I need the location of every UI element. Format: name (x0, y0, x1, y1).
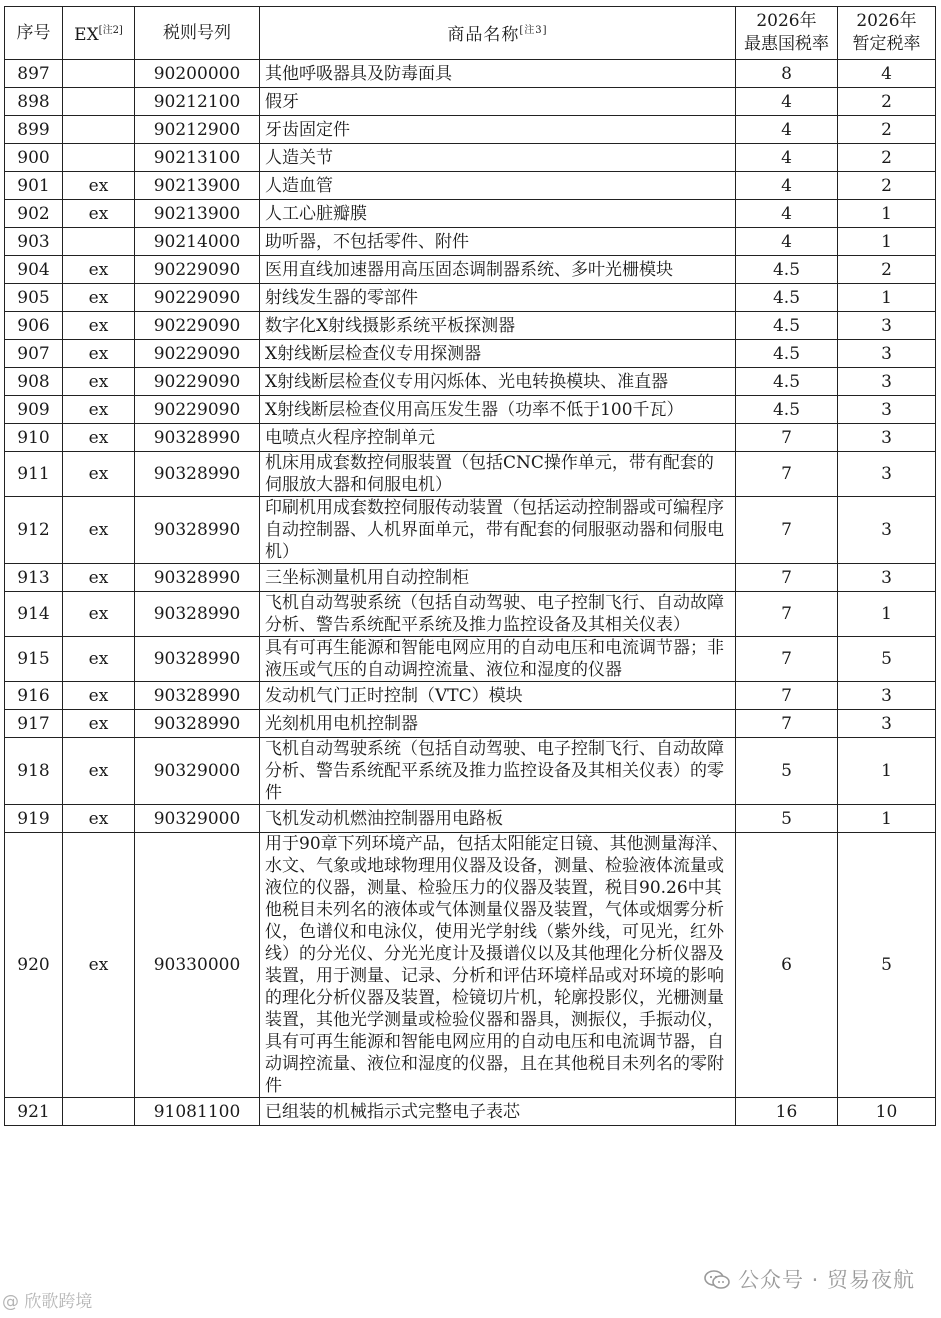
cell-code: 90229090 (135, 284, 260, 312)
cell-ex: ex (63, 682, 135, 710)
table-row (5, 228, 936, 256)
table-row (5, 452, 936, 497)
cell-name: 人造关节 (260, 144, 736, 172)
cell-mfn-rate: 7 (736, 452, 838, 497)
cell-mfn-rate: 4 (736, 200, 838, 228)
table-row (5, 833, 936, 1098)
table-row (5, 1098, 936, 1126)
cell-provisional-rate: 3 (838, 497, 936, 564)
cell-mfn-rate: 7 (736, 497, 838, 564)
table-row (5, 144, 936, 172)
cell-seq: 919 (5, 805, 63, 833)
cell-name: 三坐标测量机用自动控制柜 (260, 564, 736, 592)
cell-ex: ex (63, 592, 135, 637)
cell-provisional-rate: 3 (838, 682, 936, 710)
cell-provisional-rate: 1 (838, 592, 936, 637)
cell-mfn-rate: 4 (736, 88, 838, 116)
table-row (5, 340, 936, 368)
cell-seq: 916 (5, 682, 63, 710)
table-row (5, 424, 936, 452)
cell-mfn-rate: 7 (736, 592, 838, 637)
cell-seq: 920 (5, 833, 63, 1098)
cell-mfn-rate: 5 (736, 805, 838, 833)
cell-seq: 901 (5, 172, 63, 200)
cell-code: 90229090 (135, 396, 260, 424)
cell-mfn-rate: 4.5 (736, 284, 838, 312)
cell-provisional-rate: 2 (838, 172, 936, 200)
cell-name: 医用直线加速器用高压固态调制器系统、多叶光栅模块 (260, 256, 736, 284)
cell-ex: ex (63, 710, 135, 738)
cell-code: 90329000 (135, 805, 260, 833)
cell-ex: ex (63, 833, 135, 1098)
table-row (5, 710, 936, 738)
cell-provisional-rate: 3 (838, 710, 936, 738)
cell-ex (63, 1098, 135, 1126)
table-row (5, 682, 936, 710)
cell-mfn-rate: 7 (736, 682, 838, 710)
cell-provisional-rate: 1 (838, 738, 936, 805)
cell-name: 人造血管 (260, 172, 736, 200)
cell-name: 电喷点火程序控制单元 (260, 424, 736, 452)
cell-provisional-rate: 3 (838, 452, 936, 497)
tariff-table (4, 6, 936, 1126)
cell-mfn-rate: 4 (736, 116, 838, 144)
cell-seq: 909 (5, 396, 63, 424)
cell-mfn-rate: 4 (736, 172, 838, 200)
cell-name: X射线断层检查仪专用闪烁体、光电转换模块、准直器 (260, 368, 736, 396)
table-row (5, 284, 936, 312)
cell-code: 90329000 (135, 738, 260, 805)
header-name: 商品名称[注3] (260, 7, 736, 60)
cell-code: 90212900 (135, 116, 260, 144)
cell-provisional-rate: 5 (838, 637, 936, 682)
cell-seq: 921 (5, 1098, 63, 1126)
cell-seq: 905 (5, 284, 63, 312)
cell-name: 飞机自动驾驶系统（包括自动驾驶、电子控制飞行、自动故障分析、警告系统配平系统及推力监控设备及其相关仪表）的零件 (260, 738, 736, 805)
cell-seq: 900 (5, 144, 63, 172)
cell-name: X射线断层检查仪用高压发生器（功率不低于100千瓦） (260, 396, 736, 424)
cell-ex: ex (63, 738, 135, 805)
table-row (5, 312, 936, 340)
cell-seq: 912 (5, 497, 63, 564)
cell-code: 90229090 (135, 312, 260, 340)
cell-provisional-rate: 10 (838, 1098, 936, 1126)
cell-name: 机床用成套数控伺服装置（包括CNC操作单元，带有配套的伺服放大器和伺服电机） (260, 452, 736, 497)
table-row (5, 88, 936, 116)
cell-ex: ex (63, 368, 135, 396)
table-row (5, 60, 936, 88)
cell-provisional-rate: 2 (838, 256, 936, 284)
cell-ex: ex (63, 340, 135, 368)
cell-mfn-rate: 4.5 (736, 368, 838, 396)
cell-code: 90229090 (135, 256, 260, 284)
cell-seq: 913 (5, 564, 63, 592)
cell-name: 具有可再生能源和智能电网应用的自动电压和电流调节器；非液压或气压的自动调控流量、液位和湿度的仪器 (260, 637, 736, 682)
cell-provisional-rate: 1 (838, 200, 936, 228)
cell-ex: ex (63, 805, 135, 833)
cell-provisional-rate: 1 (838, 228, 936, 256)
cell-code: 90328990 (135, 497, 260, 564)
cell-provisional-rate: 4 (838, 60, 936, 88)
watermark-wechat: 公众号 · 贸易夜航 (704, 1264, 915, 1294)
cell-ex: ex (63, 497, 135, 564)
cell-code: 90328990 (135, 592, 260, 637)
cell-mfn-rate: 7 (736, 424, 838, 452)
cell-seq: 906 (5, 312, 63, 340)
cell-mfn-rate: 6 (736, 833, 838, 1098)
header-seq: 序号 (5, 7, 63, 60)
cell-mfn-rate: 7 (736, 710, 838, 738)
cell-seq: 904 (5, 256, 63, 284)
cell-ex: ex (63, 284, 135, 312)
cell-ex: ex (63, 424, 135, 452)
cell-name: 牙齿固定件 (260, 116, 736, 144)
cell-ex: ex (63, 637, 135, 682)
cell-provisional-rate: 3 (838, 340, 936, 368)
cell-provisional-rate: 1 (838, 284, 936, 312)
cell-name: 飞机发动机燃油控制器用电路板 (260, 805, 736, 833)
cell-name: 用于90章下列环境产品，包括太阳能定日镜、其他测量海洋、水文、气象或地球物理用仪器及设备，测量、检验液体流量或液位的仪器，测量、检验压力的仪器及装置，税目90.26中其他税目未列名的液体或气体测量仪器及装置，气体或烟雾分析仪，色谱仪和电泳仪，使用光学射线（紫外线，可见光，红外线）的分光仪、分光光度计及摄谱仪以及其他理化分析仪器及装置，用于测量、记录、分析和评估环境样品或对环境的影响的理化分析仪器及装置，检镜切片机，轮廓投影仪，光栅测量装置，其他光学测量或检验仪器和器具，测振仪，手振动仪，具有可再生能源和智能电网应用的自动电压和电流调节器，自动调控流量、液位和湿度的仪器，且在其他税目未列名的零附件 (260, 833, 736, 1098)
cell-name: 其他呼吸器具及防毒面具 (260, 60, 736, 88)
cell-mfn-rate: 4.5 (736, 256, 838, 284)
cell-name: 人工心脏瓣膜 (260, 200, 736, 228)
header-row (5, 7, 936, 60)
table-row (5, 805, 936, 833)
cell-code: 90330000 (135, 833, 260, 1098)
table-row (5, 564, 936, 592)
cell-code: 90229090 (135, 340, 260, 368)
cell-provisional-rate: 3 (838, 396, 936, 424)
cell-seq: 910 (5, 424, 63, 452)
cell-provisional-rate: 3 (838, 424, 936, 452)
header-provisional-rate: 2026年 暂定税率 (838, 7, 936, 60)
cell-code: 90200000 (135, 60, 260, 88)
cell-provisional-rate: 2 (838, 88, 936, 116)
cell-name: 助听器，不包括零件、附件 (260, 228, 736, 256)
cell-ex (63, 144, 135, 172)
table-row (5, 396, 936, 424)
cell-mfn-rate: 7 (736, 637, 838, 682)
cell-provisional-rate: 5 (838, 833, 936, 1098)
cell-code: 90328990 (135, 424, 260, 452)
header-mfn-rate: 2026年 最惠国税率 (736, 7, 838, 60)
cell-seq: 915 (5, 637, 63, 682)
cell-code: 90328990 (135, 564, 260, 592)
cell-ex: ex (63, 200, 135, 228)
cell-ex (63, 88, 135, 116)
cell-ex: ex (63, 312, 135, 340)
cell-name: 射线发生器的零部件 (260, 284, 736, 312)
cell-seq: 903 (5, 228, 63, 256)
cell-ex: ex (63, 256, 135, 284)
cell-code: 90213100 (135, 144, 260, 172)
table-row (5, 738, 936, 805)
cell-code: 90213900 (135, 172, 260, 200)
cell-provisional-rate: 3 (838, 368, 936, 396)
cell-provisional-rate: 3 (838, 564, 936, 592)
cell-name: 数字化X射线摄影系统平板探测器 (260, 312, 736, 340)
table-row (5, 592, 936, 637)
cell-seq: 898 (5, 88, 63, 116)
cell-seq: 899 (5, 116, 63, 144)
cell-code: 90212100 (135, 88, 260, 116)
cell-code: 90328990 (135, 682, 260, 710)
watermark-left: @ 欣歌跨境 (2, 1292, 93, 1312)
table-row (5, 200, 936, 228)
cell-ex (63, 60, 135, 88)
header-name-note: [注3] (519, 25, 548, 36)
cell-name: 飞机自动驾驶系统（包括自动驾驶、电子控制飞行、自动故障分析、警告系统配平系统及推力监控设备及其相关仪表） (260, 592, 736, 637)
cell-mfn-rate: 5 (736, 738, 838, 805)
header-ex-note: [注2] (98, 25, 123, 36)
cell-name: X射线断层检查仪专用探测器 (260, 340, 736, 368)
cell-provisional-rate: 1 (838, 805, 936, 833)
wechat-icon (704, 1270, 730, 1290)
cell-ex (63, 116, 135, 144)
cell-ex: ex (63, 396, 135, 424)
cell-code: 91081100 (135, 1098, 260, 1126)
cell-code: 90213900 (135, 200, 260, 228)
cell-provisional-rate: 2 (838, 116, 936, 144)
cell-seq: 918 (5, 738, 63, 805)
cell-ex: ex (63, 172, 135, 200)
cell-ex (63, 228, 135, 256)
cell-name: 光刻机用电机控制器 (260, 710, 736, 738)
cell-code: 90328990 (135, 452, 260, 497)
cell-name: 假牙 (260, 88, 736, 116)
cell-code: 90214000 (135, 228, 260, 256)
cell-code: 90328990 (135, 710, 260, 738)
header-code: 税则号列 (135, 7, 260, 60)
cell-name: 已组装的机械指示式完整电子表芯 (260, 1098, 736, 1126)
cell-ex: ex (63, 564, 135, 592)
cell-mfn-rate: 16 (736, 1098, 838, 1126)
cell-mfn-rate: 4 (736, 228, 838, 256)
cell-seq: 902 (5, 200, 63, 228)
cell-ex: ex (63, 452, 135, 497)
cell-seq: 914 (5, 592, 63, 637)
cell-code: 90328990 (135, 637, 260, 682)
cell-seq: 897 (5, 60, 63, 88)
cell-mfn-rate: 4.5 (736, 340, 838, 368)
table-row (5, 116, 936, 144)
cell-mfn-rate: 7 (736, 564, 838, 592)
cell-mfn-rate: 8 (736, 60, 838, 88)
cell-provisional-rate: 2 (838, 144, 936, 172)
cell-seq: 917 (5, 710, 63, 738)
cell-seq: 907 (5, 340, 63, 368)
cell-provisional-rate: 3 (838, 312, 936, 340)
cell-mfn-rate: 4 (736, 144, 838, 172)
table-row (5, 497, 936, 564)
table-row (5, 172, 936, 200)
cell-seq: 908 (5, 368, 63, 396)
cell-code: 90229090 (135, 368, 260, 396)
cell-name: 印刷机用成套数控伺服传动装置（包括运动控制器或可编程序自动控制器、人机界面单元，带有配套的伺服驱动器和伺服电机） (260, 497, 736, 564)
cell-mfn-rate: 4.5 (736, 396, 838, 424)
cell-mfn-rate: 4.5 (736, 312, 838, 340)
cell-seq: 911 (5, 452, 63, 497)
table-row (5, 368, 936, 396)
cell-name: 发动机气门正时控制（VTC）模块 (260, 682, 736, 710)
header-ex: EX[注2] (63, 7, 135, 60)
table-row (5, 256, 936, 284)
table-row (5, 637, 936, 682)
